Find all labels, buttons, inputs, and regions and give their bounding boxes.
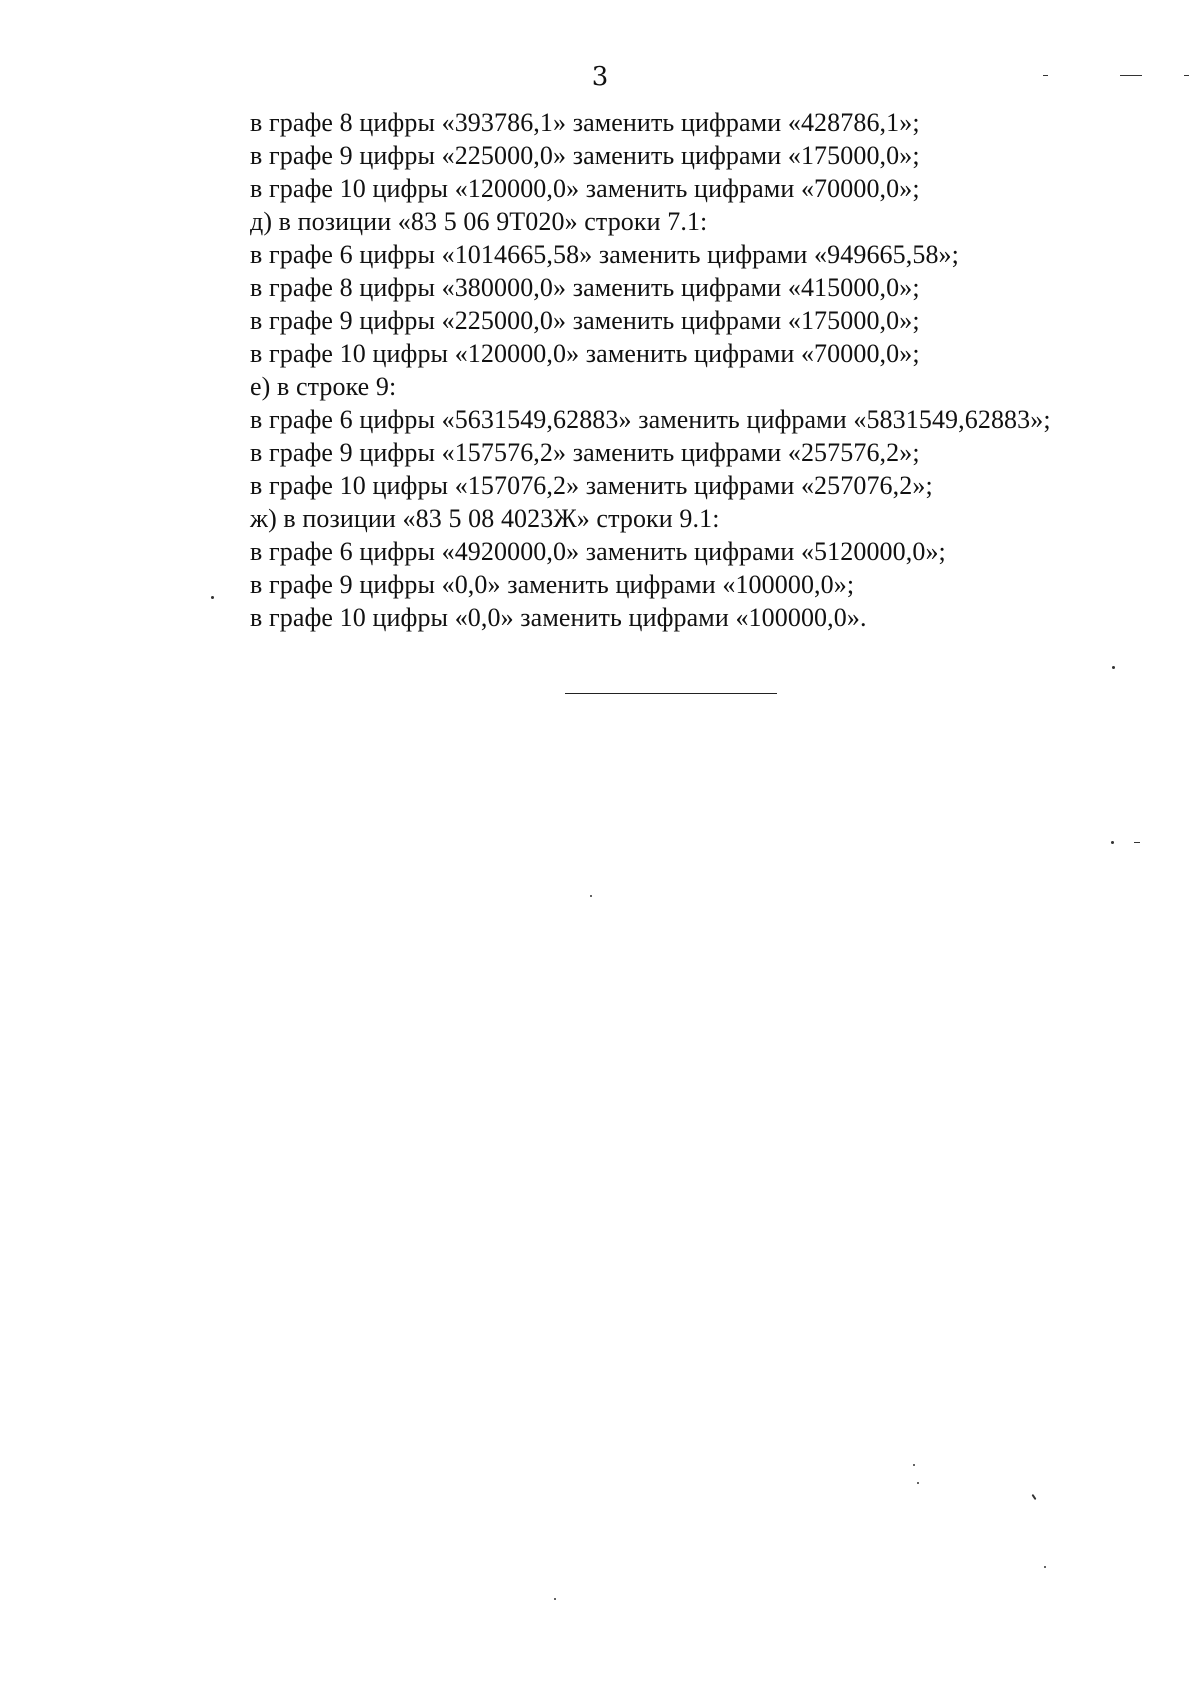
text-line: в графе 10 цифры «157076,2» заменить цифрами «257076,2»; — [250, 471, 933, 500]
scan-mark — [1134, 842, 1140, 843]
text-line: в графе 10 цифры «0,0» заменить цифрами «100000,0». — [250, 603, 867, 632]
page-number: 3 — [591, 62, 609, 92]
scan-mark — [917, 1482, 919, 1484]
text-line: в графе 9 цифры «225000,0» заменить цифрами «175000,0»; — [250, 306, 920, 335]
scan-mark — [1043, 75, 1048, 76]
text-line: в графе 8 цифры «393786,1» заменить цифрами «428786,1»; — [250, 108, 920, 137]
text-line: в графе 9 цифры «0,0» заменить цифрами «100000,0»; — [250, 570, 855, 599]
text-line: в графе 6 цифры «5631549,62883» заменить цифрами «5831549,62883»; — [250, 405, 1051, 434]
text-line: ж) в позиции «83 5 08 4023Ж» строки 9.1: — [250, 504, 720, 533]
closing-rule — [565, 693, 777, 694]
scan-mark — [1184, 75, 1189, 76]
scan-mark — [1044, 1566, 1046, 1568]
text-line: е) в строке 9: — [250, 372, 397, 401]
scan-mark — [1111, 841, 1114, 844]
text-line: д) в позиции «83 5 06 9Т020» строки 7.1: — [250, 207, 708, 236]
text-line: в графе 9 цифры «157576,2» заменить цифрами «257576,2»; — [250, 438, 920, 467]
text-line: в графе 10 цифры «120000,0» заменить цифрами «70000,0»; — [250, 339, 920, 368]
scan-mark — [1112, 666, 1115, 669]
text-line: в графе 6 цифры «1014665,58» заменить цифрами «949665,58»; — [250, 240, 959, 269]
scan-mark — [554, 1598, 556, 1600]
scan-mark — [913, 1464, 915, 1466]
amendment-text — [250, 106, 1150, 634]
scan-mark — [211, 596, 214, 599]
scan-mark — [1120, 75, 1142, 76]
scan-mark — [590, 895, 592, 897]
text-line: в графе 10 цифры «120000,0» заменить цифрами «70000,0»; — [250, 174, 920, 203]
text-line: в графе 6 цифры «4920000,0» заменить цифрами «5120000,0»; — [250, 537, 946, 566]
scan-mark — [1031, 1494, 1036, 1500]
text-line: в графе 9 цифры «225000,0» заменить цифрами «175000,0»; — [250, 141, 920, 170]
text-line: в графе 8 цифры «380000,0» заменить цифрами «415000,0»; — [250, 273, 920, 302]
